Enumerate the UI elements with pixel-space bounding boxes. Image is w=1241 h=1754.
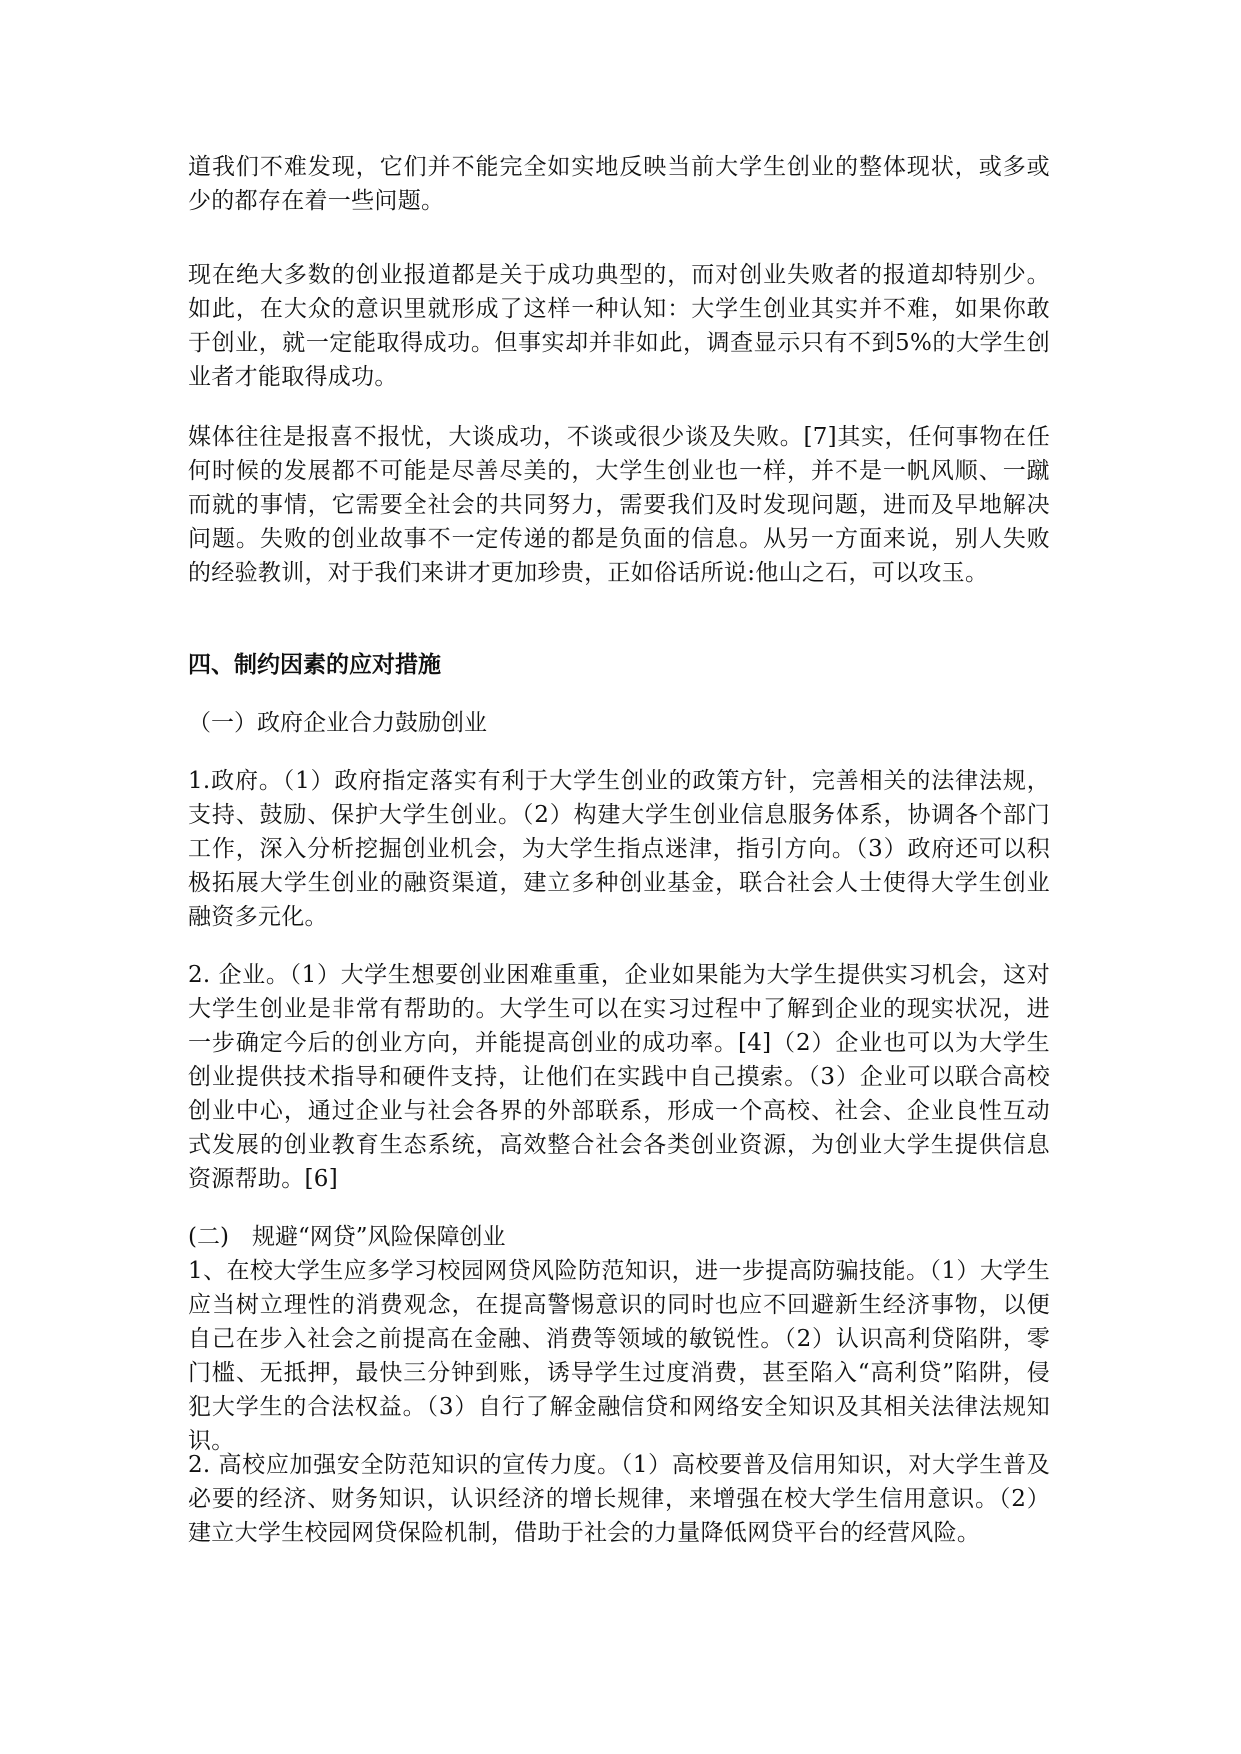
- media-bias-paragraph: 媒体往往是报喜不报忧，大谈成功，不谈或很少谈及失败。[7]其实，任何事物在任何时候的发展都不可能是尽善尽美的，大学生创业也一样，并不是一帆风顺、一蹴而就的事情，它需要全社会的共同努力，需要我们及时发现问题，进而及早地解决问题。失败的创业故事不一定传递的都是负面的信息。从另一方面来说，别人失败的经验教训，对于我们来讲才更加珍贵，正如俗话所说:他山之石，可以攻玉。: [188, 424, 1050, 586]
- section-heading: 四、制约因素的应对措施: [188, 651, 441, 678]
- school-paragraph: 2. 高校应加强安全防范知识的宣传力度。（1）高校要普及信用知识，对大学生普及必要的经济、财务知识，认识经济的增长规律，来增强在校大学生信用意识。（2）建立大学生校园网贷保险机制，借助于社会的力量降低网贷平台的经营风险。: [188, 1452, 1050, 1546]
- media-report-paragraph: 现在绝大多数的创业报道都是关于成功典型的，而对创业失败者的报道却特别少。如此，在大众的意识里就形成了这样一种认知：大学生创业其实并不难，如果你敢于创业，就一定能取得成功。但事实却并非如此，调查显示只有不到5%的大学生创业者才能取得成功。: [188, 262, 1050, 390]
- subsection-heading-2: (二) 规避“网贷”风险保障创业: [188, 1224, 506, 1250]
- enterprise-paragraph: 2. 企业。（1）大学生想要创业困难重重，企业如果能为大学生提供实习机会，这对大学生创业是非常有帮助的。大学生可以在实习过程中了解到企业的现实状况，进一步确定今后的创业方向，并能提高创业的成功率。[4]（2）企业也可以为大学生创业提供技术指导和硬件支持，让他们在实践中自己摸索。（3）企业可以联合高校创业中心，通过企业与社会各界的外部联系，形成一个高校、社会、企业良性互动式发展的创业教育生态系统，高效整合社会各类创业资源，为创业大学生提供信息资源帮助。[6]: [188, 962, 1050, 1192]
- intro-paragraph: 道我们不难发现，它们并不能完全如实地反映当前大学生创业的整体现状，或多或少的都存在着一些问题。: [188, 154, 1050, 214]
- subsection-heading-1: （一）政府企业合力鼓励创业: [188, 710, 487, 736]
- government-paragraph: 1.政府。（1）政府指定落实有利于大学生创业的政策方针，完善相关的法律法规，支持、鼓励、保护大学生创业。（2）构建大学生创业信息服务体系，协调各个部门工作，深入分析挖掘创业机会，为大学生指点迷津，指引方向。（3）政府还可以积极拓展大学生创业的融资渠道，建立多种创业基金，联合社会人士使得大学生创业融资多元化。: [188, 768, 1050, 930]
- online-loan-paragraph: 1、在校大学生应多学习校园网贷风险防范知识，进一步提高防骗技能。（1）大学生应当树立理性的消费观念，在提高警惕意识的同时也应不回避新生经济事物，以便自己在步入社会之前提高在金融、消费等领域的敏锐性。（2）认识高利贷陷阱，零门槛、无抵押，最快三分钟到账，诱导学生过度消费，甚至陷入“高利贷”陷阱，侵犯大学生的合法权益。（3）自行了解金融信贷和网络安全知识及其相关法律法规知识。: [188, 1258, 1050, 1454]
